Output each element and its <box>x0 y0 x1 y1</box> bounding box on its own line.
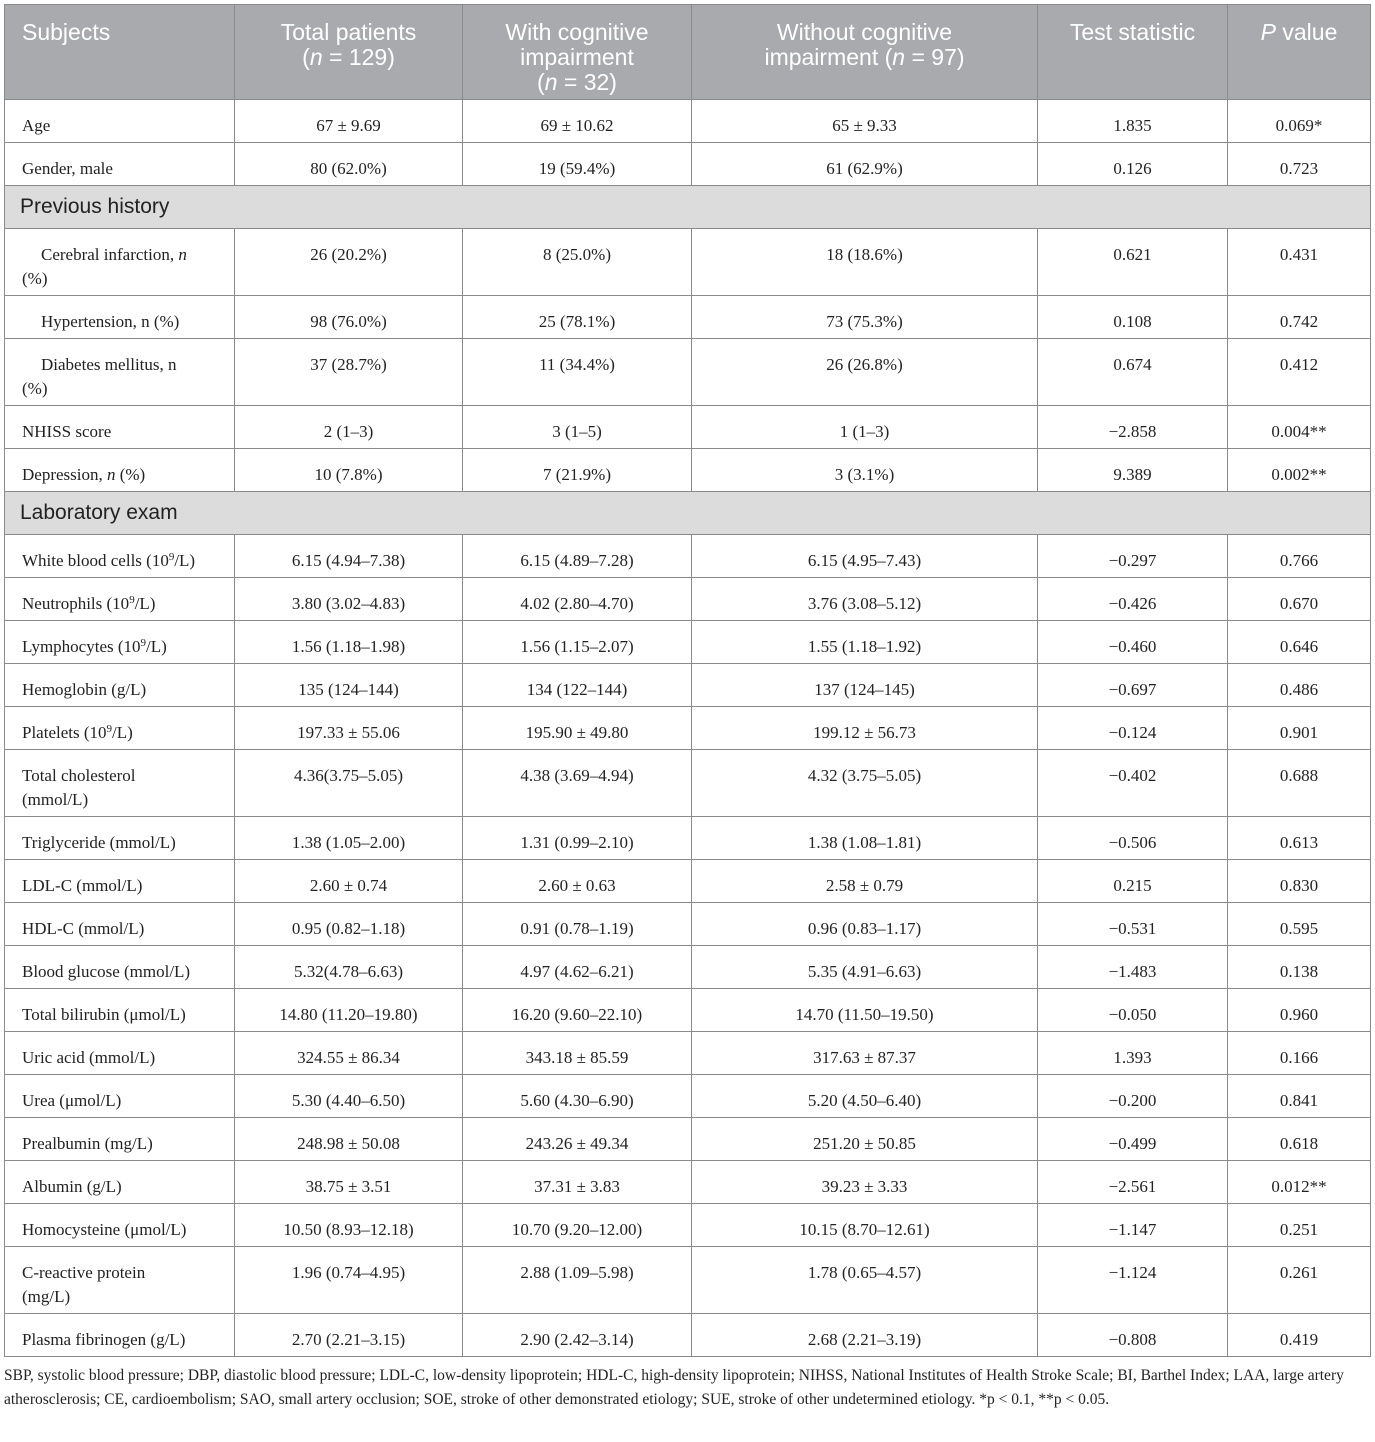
table-row <box>5 707 1371 750</box>
cell-total: 1.38 (1.05–2.00) <box>235 817 463 860</box>
table-row <box>5 535 1371 578</box>
row-label: Plasma fibrinogen (g/L) <box>5 1314 235 1357</box>
row-label: Albumin (g/L) <box>5 1161 235 1204</box>
cell-stat: 0.215 <box>1038 860 1228 903</box>
cell-total: 2.70 (2.21–3.15) <box>235 1314 463 1357</box>
cell-without: 5.20 (4.50–6.40) <box>692 1075 1038 1118</box>
cell-p: 0.486 <box>1228 664 1371 707</box>
table-row <box>5 406 1371 449</box>
row-label: Neutrophils $(10^9/L)$ <box>5 578 235 621</box>
cell-stat: −2.561 <box>1038 1161 1228 1204</box>
cell-without: 5.35 (4.91–6.63) <box>692 946 1038 989</box>
header-subjects: Subjects <box>5 5 235 100</box>
cell-without: 65 ± 9.33 <box>692 100 1038 143</box>
section-row-previous-history <box>5 186 1371 229</box>
cell-without: 3 (3.1%) <box>692 449 1038 492</box>
row-label: Depression, n (%) <box>5 449 235 492</box>
cell-with: 134 (122–144) <box>463 664 692 707</box>
cell-p: 0.251 <box>1228 1204 1371 1247</box>
cell-without: 317.63 ± 87.37 <box>692 1032 1038 1075</box>
cell-without: 1.55 (1.18–1.92) <box>692 621 1038 664</box>
row-label: Cerebral infarction, n (%) <box>5 229 235 296</box>
cell-p: 0.613 <box>1228 817 1371 860</box>
cell-stat: 9.389 <box>1038 449 1228 492</box>
cell-total: 38.75 ± 3.51 <box>235 1161 463 1204</box>
table-row <box>5 1204 1371 1247</box>
cell-p: 0.723 <box>1228 143 1371 186</box>
table-row <box>5 1247 1371 1314</box>
cell-p: 0.002** <box>1228 449 1371 492</box>
cell-with: 5.60 (4.30–6.90) <box>463 1075 692 1118</box>
cell-p: 0.960 <box>1228 989 1371 1032</box>
header-test-statistic: Test statistic <box>1038 5 1228 100</box>
table-row <box>5 296 1371 339</box>
cell-total: 14.80 (11.20–19.80) <box>235 989 463 1032</box>
cell-p: 0.670 <box>1228 578 1371 621</box>
cell-with: 25 (78.1%) <box>463 296 692 339</box>
cell-p: 0.595 <box>1228 903 1371 946</box>
row-label: Blood glucose (mmol/L) <box>5 946 235 989</box>
cell-stat: 0.108 <box>1038 296 1228 339</box>
table-row <box>5 946 1371 989</box>
cell-total: 4.36(3.75–5.05) <box>235 750 463 817</box>
cell-without: 39.23 ± 3.33 <box>692 1161 1038 1204</box>
cell-total: 1.96 (0.74–4.95) <box>235 1247 463 1314</box>
cell-p: 0.261 <box>1228 1247 1371 1314</box>
cell-with: 195.90 ± 49.80 <box>463 707 692 750</box>
cell-total: 2 (1–3) <box>235 406 463 449</box>
cell-without: 10.15 (8.70–12.61) <box>692 1204 1038 1247</box>
table-row <box>5 1118 1371 1161</box>
data-table <box>4 4 1371 1357</box>
cell-with: 4.38 (3.69–4.94) <box>463 750 692 817</box>
table-row <box>5 860 1371 903</box>
table-row <box>5 1161 1371 1204</box>
cell-total: 0.95 (0.82–1.18) <box>235 903 463 946</box>
row-label: Total bilirubin (μmol/L) <box>5 989 235 1032</box>
row-label: Platelets $(10^9/L)$ <box>5 707 235 750</box>
cell-total: 5.32(4.78–6.63) <box>235 946 463 989</box>
cell-stat: 1.835 <box>1038 100 1228 143</box>
table-row <box>5 143 1371 186</box>
cell-total: 1.56 (1.18–1.98) <box>235 621 463 664</box>
cell-stat: −0.124 <box>1038 707 1228 750</box>
cell-p: 0.830 <box>1228 860 1371 903</box>
cell-without: 6.15 (4.95–7.43) <box>692 535 1038 578</box>
row-label: LDL-C (mmol/L) <box>5 860 235 903</box>
cell-p: 0.069* <box>1228 100 1371 143</box>
table-row <box>5 903 1371 946</box>
cell-without: 18 (18.6%) <box>692 229 1038 296</box>
table-footnote: SBP, systolic blood pressure; DBP, diastolic blood pressure; LDL-C, low-density lipoprotein; HDL-C, high-density lipoprotein; NIHSS, National Institutes of Health Stroke Scale; BI, Barthel Index; LAA, large artery atherosclerosis; CE, cardioembolism; SAO, small artery occlusion; SOE, stroke of other demonstrated etiology; SUE, stroke of other undetermined etiology. *p < 0.1, **p < 0.05. <box>4 1367 1344 1408</box>
cell-total: 248.98 ± 50.08 <box>235 1118 463 1161</box>
row-label: Hypertension, n (%) <box>5 296 235 339</box>
cell-stat: −0.426 <box>1038 578 1228 621</box>
cell-stat: −2.858 <box>1038 406 1228 449</box>
cell-stat: 0.126 <box>1038 143 1228 186</box>
cell-with: 7 (21.9%) <box>463 449 692 492</box>
table-row <box>5 817 1371 860</box>
cell-without: 0.96 (0.83–1.17) <box>692 903 1038 946</box>
cell-p: 0.901 <box>1228 707 1371 750</box>
row-label: Triglyceride (mmol/L) <box>5 817 235 860</box>
cell-without: 4.32 (3.75–5.05) <box>692 750 1038 817</box>
cell-total: 67 ± 9.69 <box>235 100 463 143</box>
cell-with: 2.90 (2.42–3.14) <box>463 1314 692 1357</box>
cell-stat: −0.460 <box>1038 621 1228 664</box>
section-title: Previous history <box>5 186 1371 229</box>
cell-stat: −1.483 <box>1038 946 1228 989</box>
cell-without: 1.38 (1.08–1.81) <box>692 817 1038 860</box>
cell-p: 0.766 <box>1228 535 1371 578</box>
cell-total: 26 (20.2%) <box>235 229 463 296</box>
cell-with: 4.97 (4.62–6.21) <box>463 946 692 989</box>
row-label: Hemoglobin (g/L) <box>5 664 235 707</box>
table-row <box>5 229 1371 296</box>
table-row <box>5 1075 1371 1118</box>
table-row <box>5 750 1371 817</box>
cell-without: 1 (1–3) <box>692 406 1038 449</box>
cell-with: 6.15 (4.89–7.28) <box>463 535 692 578</box>
cell-with: 37.31 ± 3.83 <box>463 1161 692 1204</box>
cell-p: 0.646 <box>1228 621 1371 664</box>
cell-p: 0.431 <box>1228 229 1371 296</box>
row-label: Prealbumin (mg/L) <box>5 1118 235 1161</box>
row-label: Homocysteine (μmol/L) <box>5 1204 235 1247</box>
cell-p: 0.419 <box>1228 1314 1371 1357</box>
cell-stat: 0.621 <box>1038 229 1228 296</box>
cell-total: 98 (76.0%) <box>235 296 463 339</box>
cell-with: 11 (34.4%) <box>463 339 692 406</box>
cell-stat: −1.124 <box>1038 1247 1228 1314</box>
cell-without: 26 (26.8%) <box>692 339 1038 406</box>
cell-without: 73 (75.3%) <box>692 296 1038 339</box>
cell-without: 137 (124–145) <box>692 664 1038 707</box>
row-label: Uric acid (mmol/L) <box>5 1032 235 1075</box>
cell-stat: 0.674 <box>1038 339 1228 406</box>
section-title: Laboratory exam <box>5 492 1371 535</box>
cell-p: 0.412 <box>1228 339 1371 406</box>
header-total-patients: Total patients (n = 129) <box>235 5 463 100</box>
row-label: Lymphocytes $(10^9/L)$ <box>5 621 235 664</box>
row-label: NHISS score <box>5 406 235 449</box>
cell-without: 251.20 ± 50.85 <box>692 1118 1038 1161</box>
cell-total: 10.50 (8.93–12.18) <box>235 1204 463 1247</box>
cell-stat: −0.402 <box>1038 750 1228 817</box>
cell-with: 243.26 ± 49.34 <box>463 1118 692 1161</box>
table-row <box>5 1314 1371 1357</box>
cell-without: 199.12 ± 56.73 <box>692 707 1038 750</box>
cell-without: 14.70 (11.50–19.50) <box>692 989 1038 1032</box>
table-row <box>5 449 1371 492</box>
cell-p: 0.841 <box>1228 1075 1371 1118</box>
cell-stat: −0.531 <box>1038 903 1228 946</box>
cell-total: 3.80 (3.02–4.83) <box>235 578 463 621</box>
row-label: HDL-C (mmol/L) <box>5 903 235 946</box>
header-row <box>5 5 1371 100</box>
cell-total: 80 (62.0%) <box>235 143 463 186</box>
header-with-impairment: With cognitive impairment (n = 32) <box>463 5 692 100</box>
cell-total: 10 (7.8%) <box>235 449 463 492</box>
cell-with: 1.56 (1.15–2.07) <box>463 621 692 664</box>
cell-p: 0.004** <box>1228 406 1371 449</box>
cell-total: 37 (28.7%) <box>235 339 463 406</box>
cell-with: 10.70 (9.20–12.00) <box>463 1204 692 1247</box>
cell-p: 0.138 <box>1228 946 1371 989</box>
cell-without: 61 (62.9%) <box>692 143 1038 186</box>
cell-total: 5.30 (4.40–6.50) <box>235 1075 463 1118</box>
cell-stat: −0.297 <box>1038 535 1228 578</box>
cell-total: 135 (124–144) <box>235 664 463 707</box>
row-label: Total cholesterol (mmol/L) <box>5 750 235 817</box>
row-label: Gender, male <box>5 143 235 186</box>
cell-with: 3 (1–5) <box>463 406 692 449</box>
table-row <box>5 578 1371 621</box>
cell-p: 0.618 <box>1228 1118 1371 1161</box>
table-row <box>5 339 1371 406</box>
cell-p: 0.012** <box>1228 1161 1371 1204</box>
cell-p: 0.742 <box>1228 296 1371 339</box>
header-without-impairment: Without cognitive impairment (n = 97) <box>692 5 1038 100</box>
row-label: Age <box>5 100 235 143</box>
cell-with: 19 (59.4%) <box>463 143 692 186</box>
cell-with: 4.02 (2.80–4.70) <box>463 578 692 621</box>
cell-with: 2.88 (1.09–5.98) <box>463 1247 692 1314</box>
section-row-laboratory-exam <box>5 492 1371 535</box>
cell-with: 16.20 (9.60–22.10) <box>463 989 692 1032</box>
cell-stat: −0.499 <box>1038 1118 1228 1161</box>
cell-stat: −0.050 <box>1038 989 1228 1032</box>
cell-stat: 1.393 <box>1038 1032 1228 1075</box>
cell-stat: −1.147 <box>1038 1204 1228 1247</box>
cell-p: 0.688 <box>1228 750 1371 817</box>
cell-stat: −0.506 <box>1038 817 1228 860</box>
cell-without: 1.78 (0.65–4.57) <box>692 1247 1038 1314</box>
cell-total: 324.55 ± 86.34 <box>235 1032 463 1075</box>
cell-p: 0.166 <box>1228 1032 1371 1075</box>
table-row <box>5 100 1371 143</box>
table-row <box>5 621 1371 664</box>
cell-total: 2.60 ± 0.74 <box>235 860 463 903</box>
table-row <box>5 1032 1371 1075</box>
cell-with: 1.31 (0.99–2.10) <box>463 817 692 860</box>
cell-total: 197.33 ± 55.06 <box>235 707 463 750</box>
cell-stat: −0.697 <box>1038 664 1228 707</box>
row-label: Diabetes mellitus, n (%) <box>5 339 235 406</box>
cell-total: 6.15 (4.94–7.38) <box>235 535 463 578</box>
cell-with: 8 (25.0%) <box>463 229 692 296</box>
cell-without: 3.76 (3.08–5.12) <box>692 578 1038 621</box>
cell-without: 2.68 (2.21–3.19) <box>692 1314 1038 1357</box>
row-label: White blood cells $(10^9/L)$ <box>5 535 235 578</box>
row-label: Urea (μmol/L) <box>5 1075 235 1118</box>
cell-stat: −0.808 <box>1038 1314 1228 1357</box>
cell-with: 69 ± 10.62 <box>463 100 692 143</box>
table-row <box>5 664 1371 707</box>
row-label: C-reactive protein (mg/L) <box>5 1247 235 1314</box>
cell-stat: −0.200 <box>1038 1075 1228 1118</box>
cell-with: 343.18 ± 85.59 <box>463 1032 692 1075</box>
cell-with: 2.60 ± 0.63 <box>463 860 692 903</box>
cell-without: 2.58 ± 0.79 <box>692 860 1038 903</box>
cell-with: 0.91 (0.78–1.19) <box>463 903 692 946</box>
header-p-value: P value <box>1228 5 1371 100</box>
table-row <box>5 989 1371 1032</box>
